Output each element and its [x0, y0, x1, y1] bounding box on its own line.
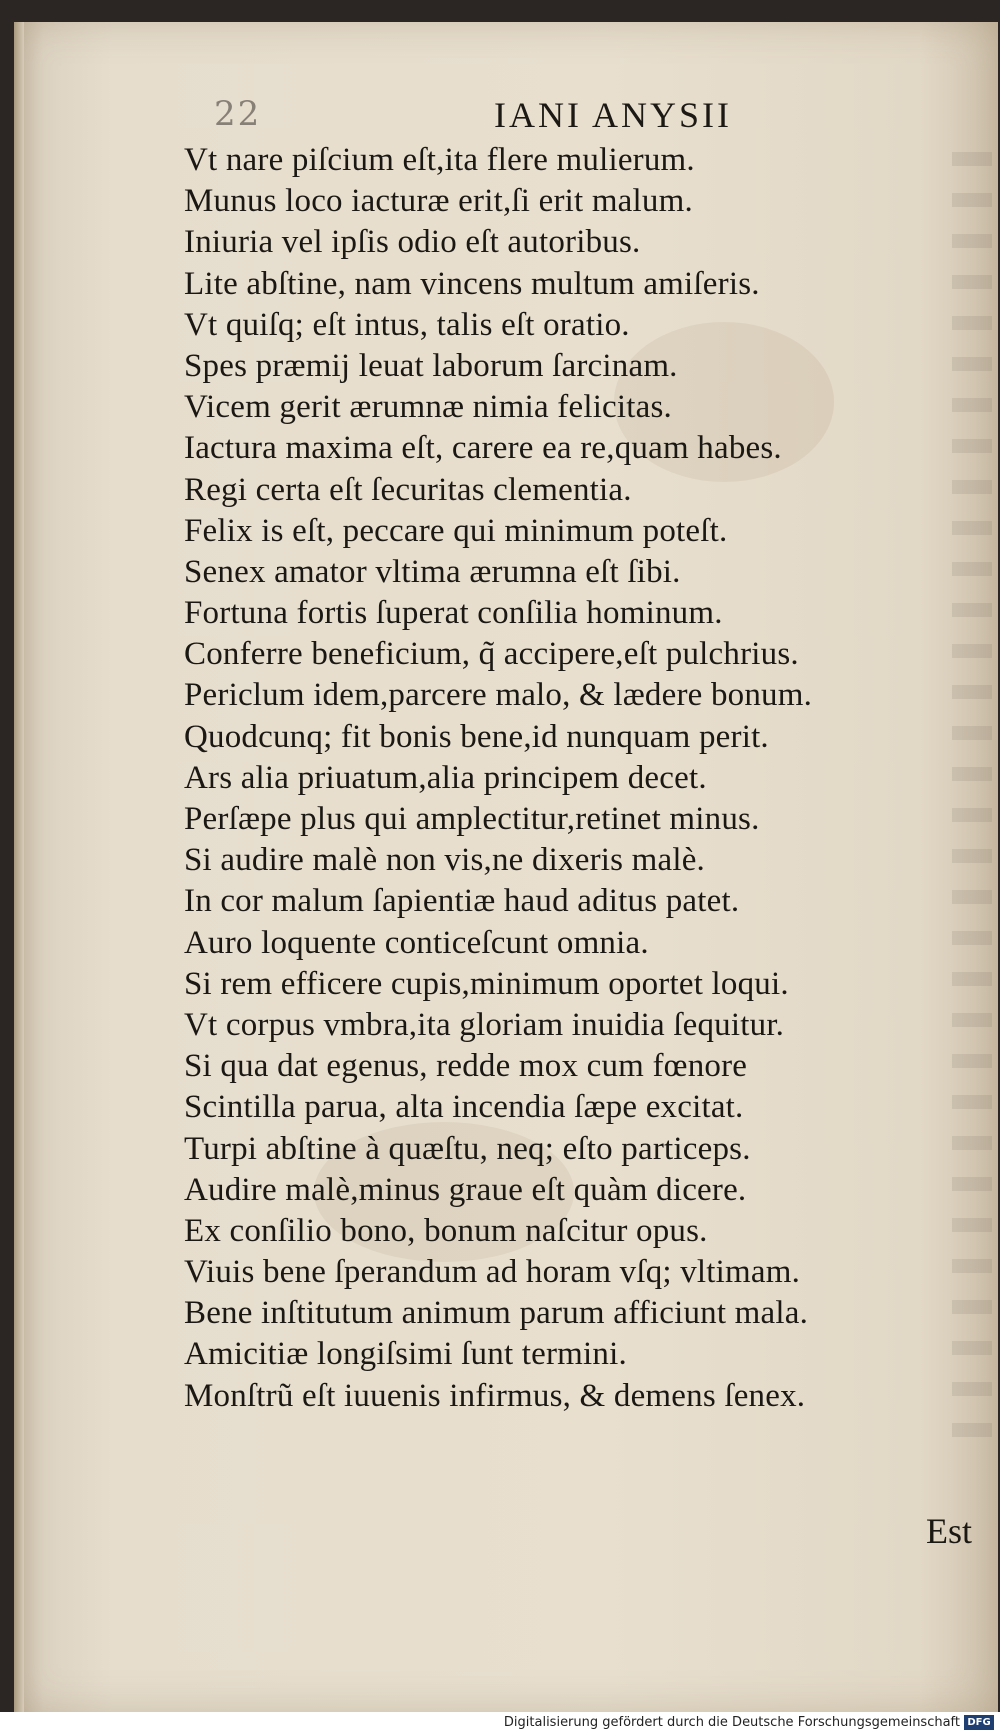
text-line: Iactura maxima eſt, carere ea re,quam habes. — [184, 430, 782, 467]
text-line: Auro loquente conticeſcunt omnia. — [184, 924, 649, 961]
text-line: Conferre beneficium, q̃ accipere,eſt pulchrius. — [184, 636, 799, 673]
text-line: Audire malè,minus graue eſt quàm dicere. — [184, 1171, 747, 1208]
text-line: Vt corpus vmbra,ita gloriam inuidia ſequitur. — [184, 1006, 785, 1043]
running-head-title: IANI ANYSII — [494, 95, 732, 135]
dfg-logo: DFG — [964, 1715, 994, 1730]
digitization-footer — [0, 1712, 1000, 1734]
text-line: Vt nare piſcium eſt,ita flere mulierum. — [184, 142, 695, 178]
text-line: Monſtrũ eſt iuuenis infirmus, & demens ſenex. — [184, 1377, 806, 1414]
text-line: Vt quiſq; eſt intus, talis eſt oratio. — [184, 306, 630, 343]
text-line: Regi certa eſt ſecuritas clementia. — [184, 471, 632, 508]
text-line: Amicitiæ longiſsimi ſunt termini. — [184, 1336, 627, 1373]
book-page — [14, 22, 998, 1712]
text-line: Perſæpe plus qui amplectitur,retinet minus. — [184, 801, 760, 837]
text-line: Viuis bene ſperandum ad horam vſq; vltimam. — [184, 1254, 801, 1291]
text-line: Senex amator vltima ærumna eſt ſibi. — [184, 553, 681, 590]
text-line: Quodcunq; fit bonis bene,id nunquam perit. — [184, 718, 769, 755]
text-line: Si rem efficere cupis,minimum oportet loqui. — [184, 965, 789, 1002]
text-line: Scintilla parua, alta incendia ſæpe excitat. — [184, 1089, 744, 1126]
text-line: Periclum idem,parcere malo, & lædere bonum. — [184, 677, 813, 714]
page-number: 22 — [214, 94, 262, 134]
text-line: Felix is eſt, peccare qui minimum poteſt. — [184, 512, 728, 549]
text-line: Si qua dat egenus, redde mox cum fœnore — [184, 1048, 748, 1085]
page-gutter-edge — [14, 22, 24, 1712]
running-head — [14, 94, 998, 144]
text-line: Turpi abſtine à quæſtu, neq; eſto particeps. — [184, 1130, 751, 1167]
text-line: Lite abſtine, nam vincens multum amiſeris. — [184, 265, 760, 302]
text-line: Ex conſilio bono, bonum naſcitur opus. — [184, 1212, 708, 1249]
text-line: Si audire malè non vis,ne dixeris malè. — [184, 842, 706, 879]
catchword: Est — [925, 1511, 972, 1551]
text-line: Bene inſtitutum animum parum afficiunt mala. — [184, 1295, 809, 1332]
text-line: Fortuna fortis ſuperat conſilia hominum. — [184, 595, 723, 632]
page-body-text — [184, 140, 1000, 1417]
text-line: Ars alia priuatum,alia principem decet. — [184, 759, 707, 796]
text-line: Spes præmij leuat laborum ſarcinam. — [184, 347, 678, 384]
text-line: Munus loco iacturæ erit,ſi erit malum. — [184, 183, 693, 220]
funding-credit: Digitalisierung gefördert durch die Deutsche Forschungsgemeinschaft — [503, 1715, 960, 1730]
text-line: Iniuria vel ipſis odio eſt autoribus. — [184, 224, 641, 261]
text-line: In cor malum ſapientiæ haud aditus patet. — [184, 883, 740, 920]
text-line: Vicem gerit ærumnæ nimia felicitas. — [184, 389, 672, 426]
